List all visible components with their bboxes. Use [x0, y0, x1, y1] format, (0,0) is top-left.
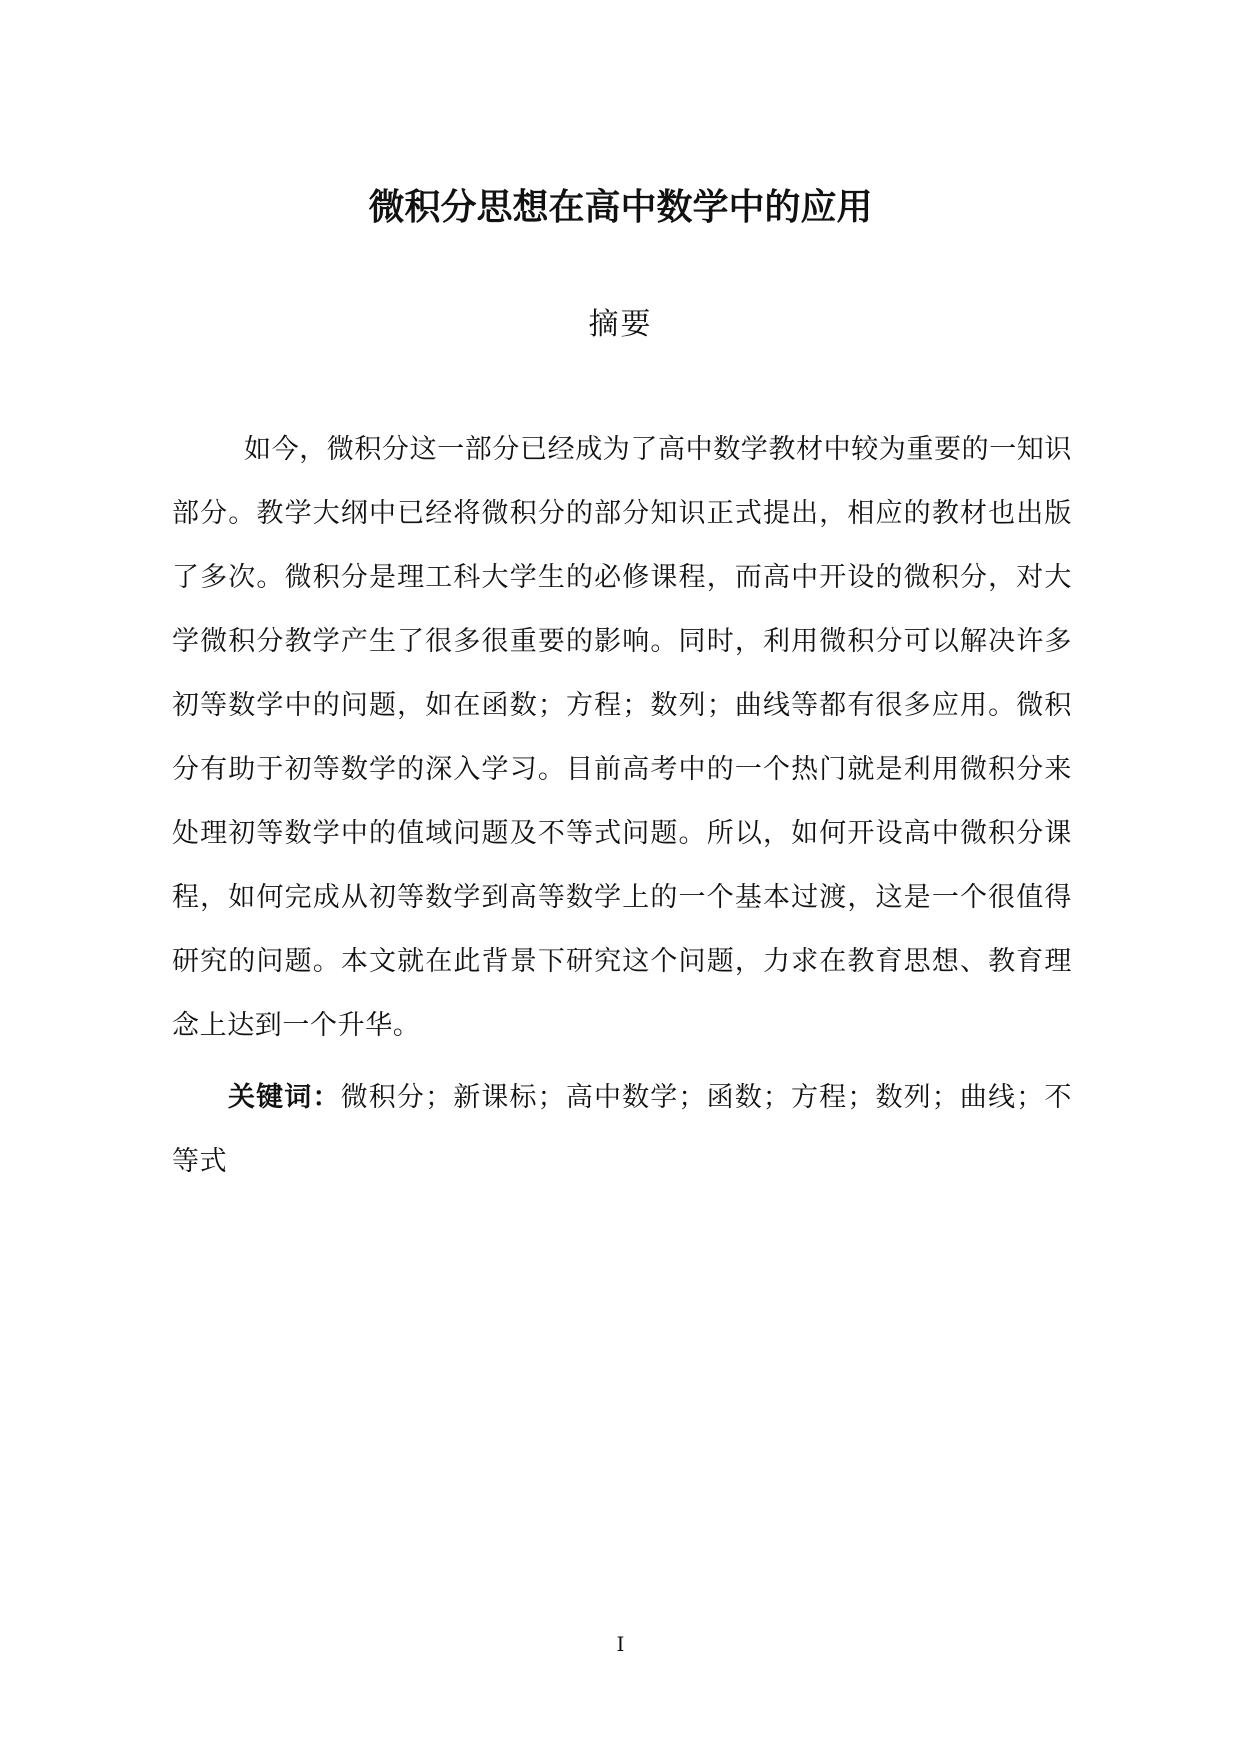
- page-number: I: [616, 1632, 625, 1656]
- keywords-line: [172, 1066, 1072, 1194]
- abstract-body: 如今，微积分这一部分已经成为了高中数学教材中较为重要的一知识部分。教学大纲中已经将微积分的部分知识正式提出，相应的教材也出版了多次。微积分是理工科大学生的必修课程，而高中开设的微积分，对大学微积分教学产生了很多很重要的影响。同时，利用微积分可以解决许多初等数学中的问题，如在函数；方程；数列；曲线等都有很多应用。微积分有助于初等数学的深入学习。目前高考中的一个热门就是利用微积分来处理初等数学中的值域问题及不等式问题。所以，如何开设高中微积分课程，如何完成从初等数学到高等数学上的一个基本过渡，这是一个很值得研究的问题。本文就在此背景下研究这个问题，力求在教育思想、教育理念上达到一个升华。: [172, 434, 1072, 1041]
- keywords-label: 关键词：: [228, 1082, 341, 1113]
- document-title: 微积分思想在高中数学中的应用: [368, 186, 873, 228]
- abstract-heading: 摘要: [588, 307, 653, 342]
- keywords-text: 微积分；新课标；高中数学；函数；方程；数列；曲线；不等式: [172, 1082, 1072, 1177]
